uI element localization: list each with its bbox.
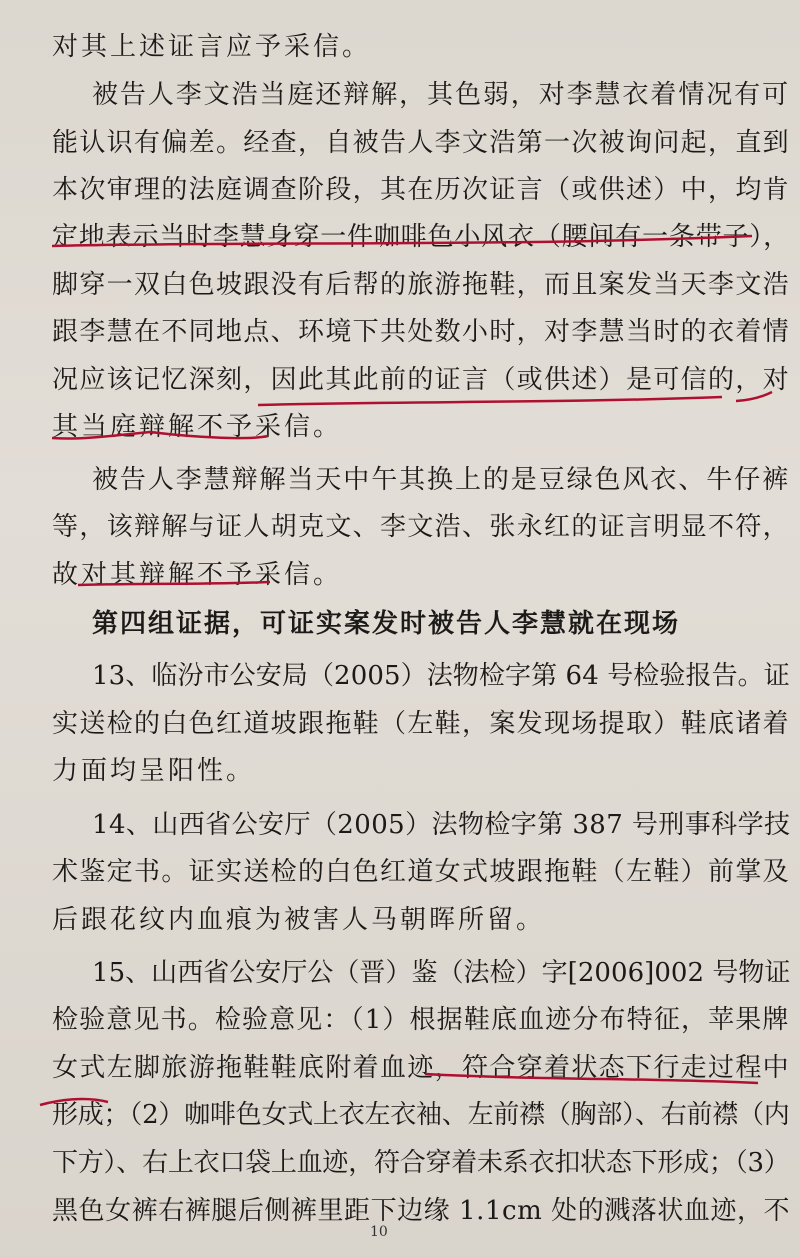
text-line: 下方）、右上衣口袋上血迹，符合穿着未系衣扣状态下形成；（3）	[52, 1148, 790, 1178]
section-heading: 第四组证据，可证实案发时被告人李慧就在现场	[92, 609, 681, 639]
text-line: 检验意见书。检验意见：（1）根据鞋底血迹分布特征，苹果牌	[52, 1005, 790, 1035]
text-line: 能认识有偏差。经查，自被告人李文浩第一次被询问起，直到	[52, 128, 791, 158]
text-line: 其当庭辩解不予采信。	[52, 412, 343, 442]
text-line: 14、山西省公安厅（2005）法物检字第 387 号刑事科学技	[92, 810, 791, 840]
text-line: 故对其辩解不予采信。	[52, 560, 343, 590]
page-number: 10	[370, 1224, 388, 1240]
text-line: 后跟花纹内血痕为被害人马朝晖所留。	[52, 905, 546, 935]
text-line: 被告人李慧辩解当天中午其换上的是豆绿色风衣、牛仔裤	[92, 465, 791, 495]
text-line: 形成；（2）咖啡色女式上衣左衣袖、左前襟（胸部）、右前襟（内	[52, 1100, 790, 1130]
text-line: 跟李慧在不同地点、环境下共处数小时，对李慧当时的衣着情	[52, 317, 791, 347]
text-line: 黑色女裤右裤腿后侧裤里距下边缘 1.1cm 处的溅落状血迹，不	[52, 1196, 791, 1226]
text-line: 定地表示当时李慧身穿一件咖啡色小风衣（腰间有一条带子），	[52, 222, 791, 252]
text-line: 脚穿一双白色坡跟没有后帮的旅游拖鞋，而且案发当天李文浩	[52, 270, 791, 300]
text-line: 力面均呈阳性。	[52, 756, 256, 786]
text-line: 等，该辩解与证人胡克文、李文浩、张永红的证言明显不符，	[52, 512, 791, 542]
text-line: 术鉴定书。证实送检的白色红道女式坡跟拖鞋（左鞋）前掌及	[52, 857, 791, 887]
text-line: 女式左脚旅游拖鞋鞋底附着血迹，符合穿着状态下行走过程中	[52, 1053, 791, 1083]
text-line: 被告人李文浩当庭还辩解，其色弱，对李慧衣着情况有可	[92, 80, 791, 110]
text-line: 况应该记忆深刻，因此其此前的证言（或供述）是可信的，对	[52, 365, 791, 395]
text-line: 15、山西省公安厅公（晋）鉴（法检）字[2006]002 号物证	[92, 958, 791, 988]
text-line: 实送检的白色红道坡跟拖鞋（左鞋，案发现场提取）鞋底诸着	[52, 709, 791, 739]
text-line: 对其上述证言应予采信。	[52, 32, 372, 62]
underline-mark	[258, 397, 722, 405]
text-line: 本次审理的法庭调查阶段，其在历次证言（或供述）中，均肯	[52, 175, 791, 205]
text-line: 13、临汾市公安局（2005）法物检字第 64 号检验报告。证	[92, 661, 790, 691]
